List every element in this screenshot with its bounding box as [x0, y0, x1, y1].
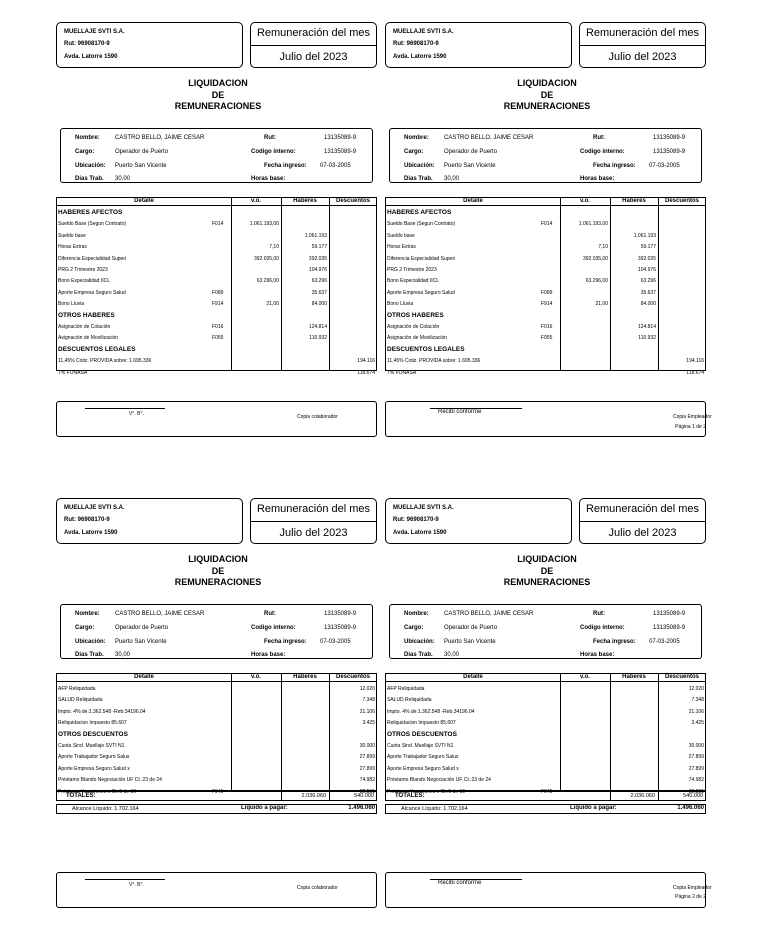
table-row — [57, 356, 376, 367]
recibi-label: Recibi conforme — [438, 880, 482, 886]
table-row — [386, 333, 705, 344]
table-row — [57, 288, 376, 299]
totals-label: TOTALES: — [395, 793, 425, 799]
section-heading — [386, 730, 705, 741]
employee-cargo: Operador de Puerto — [115, 625, 169, 631]
company-name: MUELLAJE SVTI S.A. — [64, 29, 125, 35]
detail-table — [385, 673, 706, 795]
table-header: Detalle v.o. Haberes Descuentos — [386, 198, 705, 206]
row-detail: Aporte Empresa Seguro Salud x — [58, 765, 130, 772]
row-detail: DESCUENTOS LEGALES — [58, 345, 136, 353]
row-descuentos: 27.899 — [688, 765, 704, 772]
company-box — [385, 498, 572, 544]
employee-dias: 30,00 — [115, 176, 131, 182]
row-detail: Sueldo Base (Segun Contrato) — [387, 221, 456, 228]
company-name: MUELLAJE SVTI S.A. — [64, 505, 125, 511]
employee-box: Nombre: CASTRO BELLO, JAIME CESAR Cargo: Operador de Puerto Ubicación: Puerto San Vicente Dias Trab. 30,00 Rut: 13135089-9 Codigo interno: 13135089-9 Fecha ingreso: 07-03-2005 Horas base: — [389, 604, 702, 659]
row-detail: Impto. 4% de:1.362.548 -Reb:34196.04 — [58, 708, 146, 715]
row-detail: Reliquidacion Impuesto 85.607 — [58, 720, 127, 727]
row-detail: Préstamo Vacaciones x Ct.:5 de 10 — [58, 788, 137, 795]
detail-table — [56, 197, 377, 376]
employee-rut: 13135089-9 — [324, 611, 357, 617]
row-descuentos: 74.982 — [688, 777, 704, 784]
row-detail: Asignación de Movilización — [387, 335, 448, 342]
table-row — [57, 718, 376, 729]
table-row — [386, 231, 705, 242]
row-detail: AFP Reliquidada — [58, 686, 96, 692]
remuneracion-title: Remuneración del mes — [585, 503, 700, 515]
table-row — [57, 299, 376, 310]
company-box — [56, 22, 243, 68]
employee-box: Nombre: CASTRO BELLO, JAIME CESAR Cargo: Operador de Puerto Ubicación: Puerto San Vicente Dias Trab. 30,00 Rut: 13135089-9 Codigo interno: 13135089-9 Fecha ingreso: 07-03-2005 Horas base: — [389, 128, 702, 183]
period-box — [250, 498, 377, 544]
liquido-label: Liquido a pagar: — [570, 805, 617, 811]
table-row — [386, 695, 705, 706]
table-row — [386, 288, 705, 299]
table-row — [57, 219, 376, 230]
table-row — [57, 752, 376, 763]
table-header: Detalle v.o. Haberes Descuentos — [57, 674, 376, 682]
row-haberes: 59.177 — [311, 244, 327, 251]
company-name: MUELLAJE SVTI S.A. — [393, 505, 454, 511]
employee-cargo: Operador de Puerto — [115, 149, 169, 155]
liquido-label: Liquido a pagar: — [241, 805, 288, 811]
row-detail: Sueldo base — [58, 232, 86, 239]
row-code: F014 — [541, 221, 553, 228]
row-detail: Bono Lluvia — [387, 301, 414, 308]
employee-name: CASTRO BELLO, JAIME CESAR — [115, 135, 205, 141]
copy-label: Copia Empleador — [673, 885, 712, 891]
row-detail: SALUD Reliquidada — [58, 697, 103, 704]
period-box — [579, 22, 706, 68]
remuneracion-title: Remuneración del mes — [256, 27, 371, 39]
employee-name: CASTRO BELLO, JAIME CESAR — [444, 611, 534, 617]
row-detail: HABERES AFECTOS — [58, 209, 123, 216]
row-detail: 7% FONASA — [387, 369, 417, 376]
row-descuentos: 21.106 — [688, 708, 704, 715]
copy-label: Copia colaborador — [297, 885, 338, 891]
period-label: Julio del 2023 — [608, 51, 677, 63]
row-detail: Aporte Trabajador Seguro Salus — [58, 754, 130, 761]
row-descuentos: 12.020 — [359, 686, 375, 692]
row-descuentos: 7.348 — [691, 697, 704, 704]
row-descuentos: 30.000 — [688, 743, 704, 749]
table-row — [386, 242, 705, 253]
table-row — [57, 764, 376, 775]
liquido-value: 1.496.060 — [677, 805, 704, 811]
vb-label: V°. B°. — [129, 882, 144, 888]
row-detail: AFP Reliquidada — [387, 686, 425, 692]
alcance-liquido: Alcance Líquido: 1.702.164 — [72, 806, 139, 812]
row-vo: 63.296,00 — [585, 278, 608, 285]
employee-fecha: 07-03-2005 — [649, 163, 680, 169]
employee-codigo: 13135089-9 — [653, 625, 686, 631]
employee-codigo: 13135089-9 — [324, 149, 357, 155]
row-haberes: 84.000 — [311, 301, 327, 308]
row-haberes: 1.061.193 — [633, 232, 656, 239]
row-descuentos: 12.020 — [688, 686, 704, 692]
row-code: F055 — [212, 335, 224, 342]
company-box — [56, 498, 243, 544]
section-heading — [57, 345, 376, 356]
table-header: Detalle v.o. Haberes Descuentos — [386, 674, 705, 682]
recibi-label: Recibi conforme — [438, 409, 482, 415]
totals-descuentos: 540.000 — [354, 793, 374, 799]
row-detail: Asignación de Movilización — [58, 335, 119, 342]
table-row — [386, 254, 705, 265]
row-vo: 7,10 — [598, 244, 608, 251]
row-vo: 63.296,00 — [256, 278, 279, 285]
row-detail: Horas Extras — [387, 244, 416, 251]
employee-codigo: 13135089-9 — [324, 625, 357, 631]
row-detail: Asignación de Colación — [58, 324, 111, 330]
row-vo: 1.061.193,00 — [578, 221, 608, 228]
row-haberes: 104.976 — [637, 267, 656, 273]
company-box — [385, 22, 572, 68]
table-row — [386, 299, 705, 310]
section-heading — [386, 208, 705, 219]
row-descuentos: 27.899 — [359, 754, 375, 761]
table-row — [386, 741, 705, 752]
row-detail: Bono Lluvia — [58, 301, 85, 308]
employee-name: CASTRO BELLO, JAIME CESAR — [115, 611, 205, 617]
document-title: LIQUIDACION DE REMUNERACIONES — [174, 78, 262, 111]
row-vo: 392.035,00 — [253, 255, 279, 262]
totals-label: TOTALES: — [66, 793, 96, 799]
page-number: Página 1 de 2 — [675, 424, 706, 430]
employee-codigo: 13135089-9 — [653, 149, 686, 155]
row-detail: HABERES AFECTOS — [387, 209, 452, 216]
row-detail: Bono Especialidad IICL — [58, 278, 110, 285]
row-code: F945 — [541, 788, 553, 795]
signature-box — [56, 872, 377, 908]
row-detail: Bono Especialidad IICL — [387, 278, 439, 285]
row-detail: OTROS HABERES — [58, 311, 115, 319]
table-row — [57, 265, 376, 276]
company-address: Avda. Latorre 1590 — [393, 54, 447, 60]
row-descuentos: 27.899 — [688, 754, 704, 761]
liquido-row — [385, 804, 706, 814]
row-vo: 392.035,00 — [582, 255, 608, 262]
row-detail: Préstamo Blando Negociación UF Ct.:23 de 24 — [387, 777, 491, 784]
company-rut: Rut: 96908170-9 — [393, 41, 439, 47]
row-haberes: 124.814 — [637, 324, 656, 330]
row-detail: SALUD Reliquidada — [387, 697, 432, 704]
row-haberes: 104.976 — [308, 267, 327, 273]
payslip-page1-left — [56, 22, 377, 426]
table-row — [386, 219, 705, 230]
row-detail: OTROS DESCUENTOS — [58, 730, 128, 738]
row-detail: Asignación de Colación — [387, 324, 440, 330]
row-descuentos: 74.982 — [359, 777, 375, 784]
employee-cargo: Operador de Puerto — [444, 149, 498, 155]
row-detail: Reliquidacion Impuesto 85.607 — [387, 720, 456, 727]
row-detail: Cuota Sind. Muellaje SVTI N1 — [387, 743, 454, 749]
document-title: LIQUIDACION DE REMUNERACIONES — [503, 78, 591, 111]
table-row — [386, 718, 705, 729]
employee-dias: 30,00 — [444, 176, 460, 182]
employee-dias: 30,00 — [115, 652, 131, 658]
payslip-page2-left — [56, 498, 377, 902]
employee-cargo: Operador de Puerto — [444, 625, 498, 631]
employee-rut: 13135089-9 — [324, 135, 357, 141]
row-detail: PRG 2 Trimestre 2023 — [58, 267, 108, 273]
document-title: LIQUIDACION DE REMUNERACIONES — [174, 554, 262, 587]
row-vo: 21,00 — [595, 301, 608, 308]
row-detail: PRG 2 Trimestre 2023 — [387, 267, 437, 273]
totals-row — [56, 788, 377, 801]
row-haberes: 392.035 — [637, 255, 656, 262]
remuneracion-title: Remuneración del mes — [256, 503, 371, 515]
period-box — [250, 22, 377, 68]
row-descuentos: 30.000 — [359, 743, 375, 749]
company-name: MUELLAJE SVTI S.A. — [393, 29, 454, 35]
employee-ubicacion: Puerto San Vicente — [115, 163, 167, 169]
row-code: F914 — [212, 301, 224, 308]
payslip-page2-right — [385, 498, 712, 902]
employee-fecha: 07-03-2005 — [320, 163, 351, 169]
liquido-value: 1.496.060 — [348, 805, 375, 811]
section-heading — [57, 311, 376, 322]
company-address: Avda. Latorre 1590 — [393, 530, 447, 536]
row-detail: Impto. 4% de:1.362.548 -Reb:34196.04 — [387, 708, 475, 715]
row-haberes: 35.637 — [311, 289, 327, 296]
row-code: F055 — [541, 335, 553, 342]
employee-box: Nombre: CASTRO BELLO, JAIME CESAR Cargo: Operador de Puerto Ubicación: Puerto San Vicente Dias Trab. 30,00 Rut: 13135089-9 Codigo interno: 13135089-9 Fecha ingreso: 07-03-2005 Horas base: — [60, 128, 373, 183]
totals-haberes: 2.036.060 — [301, 793, 326, 799]
row-detail: OTROS HABERES — [387, 311, 444, 319]
liquido-row — [56, 804, 377, 814]
row-detail: Préstamo Vacaciones x Ct.:5 de 10 — [387, 788, 466, 795]
row-haberes: 110.932 — [309, 335, 327, 342]
detail-table — [385, 197, 706, 376]
row-haberes: 35.637 — [640, 289, 656, 296]
period-label: Julio del 2023 — [608, 527, 677, 539]
table-row — [57, 322, 376, 333]
row-haberes: 63.296 — [640, 278, 656, 285]
row-detail: Préstamo Blando Negociación UF Ct.:23 de 24 — [58, 777, 162, 784]
row-haberes: 1.061.193 — [304, 232, 327, 239]
table-row — [386, 707, 705, 718]
row-haberes: 392.035 — [308, 255, 327, 262]
row-detail: Aporte Empresa Seguro Salud — [58, 289, 126, 296]
row-detail: Diferencia Especialidad Superi — [58, 255, 127, 262]
period-box — [579, 498, 706, 544]
table-row — [57, 242, 376, 253]
row-descuentos: 7.348 — [362, 697, 375, 704]
copy-label: Copia colaborador — [297, 414, 338, 420]
row-detail: Sueldo Base (Segun Contrato) — [58, 221, 127, 228]
table-row — [57, 684, 376, 695]
table-row — [386, 265, 705, 276]
row-detail: 11,45% Cotiz. PROVIDA sobre: 1.695.336 — [58, 358, 152, 365]
table-row — [386, 356, 705, 367]
row-code: F089 — [541, 289, 553, 296]
row-code: F016 — [212, 324, 224, 330]
row-vo: 1.061.193,00 — [249, 221, 279, 228]
table-row — [57, 368, 376, 379]
row-detail: Aporte Trabajador Seguro Salus — [387, 754, 459, 761]
company-rut: Rut: 96908170-9 — [64, 517, 110, 523]
table-row — [386, 276, 705, 287]
section-heading — [57, 208, 376, 219]
totals-descuentos: 540.000 — [683, 793, 703, 799]
row-detail: DESCUENTOS LEGALES — [387, 345, 465, 353]
table-row — [57, 231, 376, 242]
section-heading — [386, 311, 705, 322]
period-label: Julio del 2023 — [279, 51, 348, 63]
document-title: LIQUIDACION DE REMUNERACIONES — [503, 554, 591, 587]
table-row — [57, 695, 376, 706]
employee-ubicacion: Puerto San Vicente — [444, 639, 496, 645]
remuneracion-title: Remuneración del mes — [585, 27, 700, 39]
table-row — [57, 707, 376, 718]
row-vo: 21,00 — [266, 301, 279, 308]
employee-name: CASTRO BELLO, JAIME CESAR — [444, 135, 534, 141]
totals-haberes: 2.036.060 — [630, 793, 655, 799]
row-detail: 7% FONASA — [58, 369, 88, 376]
table-row — [57, 775, 376, 786]
company-address: Avda. Latorre 1590 — [64, 54, 118, 60]
table-row — [386, 752, 705, 763]
employee-ubicacion: Puerto San Vicente — [115, 639, 167, 645]
row-haberes: 124.814 — [308, 324, 327, 330]
table-row — [386, 322, 705, 333]
row-haberes: 63.296 — [311, 278, 327, 285]
row-descuentos: 21.106 — [359, 708, 375, 715]
row-code: F089 — [212, 289, 224, 296]
employee-rut: 13135089-9 — [653, 611, 686, 617]
row-descuentos: 22.531 — [688, 788, 704, 795]
vb-label: V°. B°. — [129, 411, 144, 417]
row-detail: Diferencia Especialidad Superi — [387, 255, 456, 262]
row-detail: Horas Extras — [58, 244, 87, 251]
table-row — [57, 276, 376, 287]
row-detail: Sueldo base — [387, 232, 415, 239]
row-detail: Cuota Sind. Muellaje SVTI N1 — [58, 743, 125, 749]
table-row — [386, 775, 705, 786]
row-code: F914 — [541, 301, 553, 308]
row-descuentos: 194.116 — [357, 358, 375, 365]
section-heading — [386, 345, 705, 356]
row-detail: Aporte Empresa Seguro Salud — [387, 289, 455, 296]
alcance-liquido: Alcance Líquido: 1.702.164 — [401, 806, 468, 812]
table-row — [57, 741, 376, 752]
table-row — [386, 368, 705, 379]
row-descuentos: 194.116 — [686, 358, 704, 365]
employee-box: Nombre: CASTRO BELLO, JAIME CESAR Cargo: Operador de Puerto Ubicación: Puerto San Vicente Dias Trab. 30,00 Rut: 13135089-9 Codigo interno: 13135089-9 Fecha ingreso: 07-03-2005 Horas base: — [60, 604, 373, 659]
company-address: Avda. Latorre 1590 — [64, 530, 118, 536]
row-haberes: 110.932 — [638, 335, 656, 342]
row-code: F014 — [212, 221, 224, 228]
row-descuentos: 27.899 — [359, 765, 375, 772]
employee-dias: 30,00 — [444, 652, 460, 658]
employee-fecha: 07-03-2005 — [320, 639, 351, 645]
employee-ubicacion: Puerto San Vicente — [444, 163, 496, 169]
signature-box — [56, 401, 377, 437]
row-detail: 11,45% Cotiz. PROVIDA sobre: 1.695.336 — [387, 358, 481, 365]
employee-rut: 13135089-9 — [653, 135, 686, 141]
row-haberes: 84.000 — [640, 301, 656, 308]
row-detail: OTROS DESCUENTOS — [387, 730, 457, 738]
row-haberes: 59.177 — [640, 244, 656, 251]
employee-fecha: 07-03-2005 — [649, 639, 680, 645]
row-vo: 7,10 — [269, 244, 279, 251]
table-row — [57, 333, 376, 344]
detail-table — [56, 673, 377, 795]
copy-label: Copia Empleador — [673, 414, 712, 420]
table-row — [386, 684, 705, 695]
row-descuentos: 3.425 — [362, 720, 375, 727]
table-row — [386, 764, 705, 775]
period-label: Julio del 2023 — [279, 527, 348, 539]
page-number: Página 2 de 2 — [675, 894, 706, 900]
row-descuentos: 3.425 — [691, 720, 704, 727]
totals-row — [385, 788, 706, 801]
row-descuentos: 118.674 — [357, 369, 375, 376]
company-rut: Rut: 96908170-9 — [393, 517, 439, 523]
company-rut: Rut: 96908170-9 — [64, 41, 110, 47]
signature-box — [385, 872, 712, 908]
row-code: F016 — [541, 324, 553, 330]
table-row — [57, 254, 376, 265]
row-code: F945 — [212, 788, 224, 795]
row-descuentos: 22.531 — [359, 788, 375, 795]
row-detail: Aporte Empresa Seguro Salud x — [387, 765, 459, 772]
signature-box — [385, 401, 712, 437]
section-heading — [57, 730, 376, 741]
payslip-page1-right — [385, 22, 712, 430]
table-header: Detalle v.o. Haberes Descuentos — [57, 198, 376, 206]
row-descuentos: 118.674 — [686, 369, 704, 376]
